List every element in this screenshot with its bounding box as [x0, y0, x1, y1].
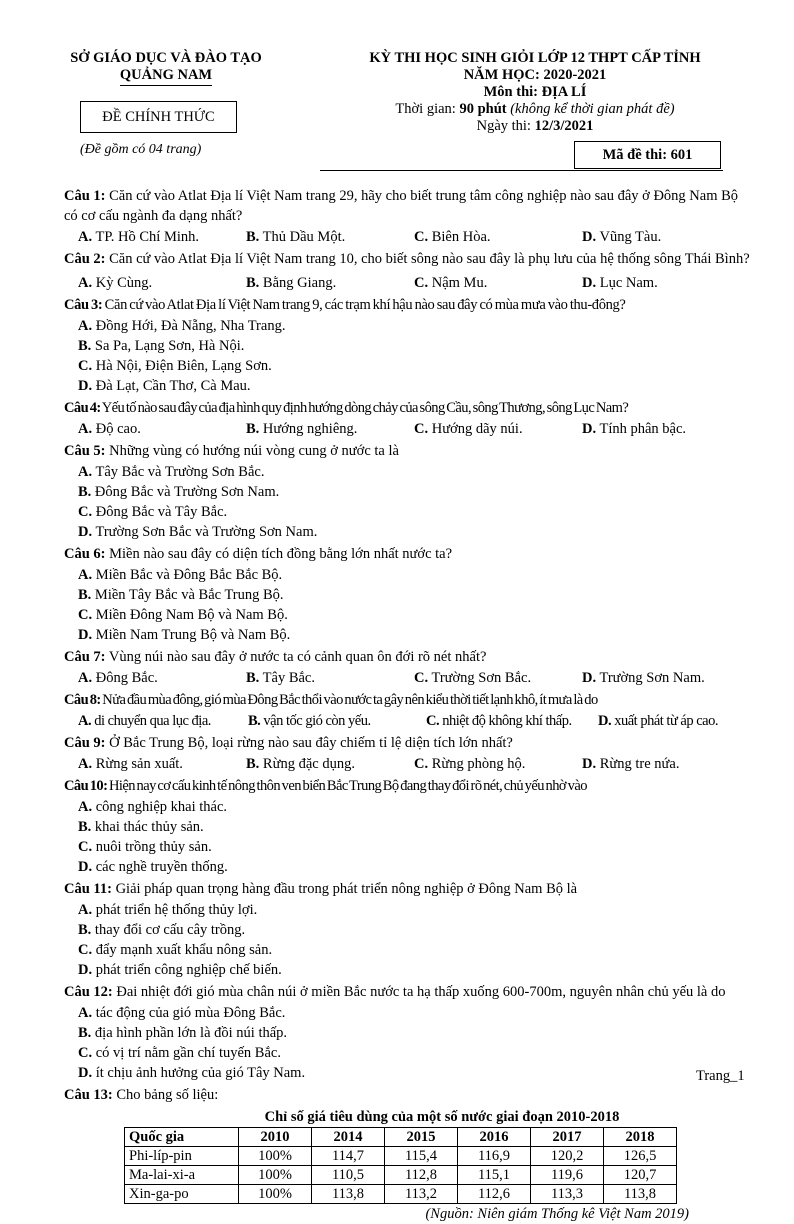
option-a: A. Đông Bắc.	[78, 670, 158, 686]
option-d: D. các nghề truyền thống.	[78, 859, 228, 875]
table-cell: 120,2	[531, 1147, 604, 1166]
option-c: C. Đông Bắc và Tây Bắc.	[78, 504, 228, 520]
table-header-cell: 2014	[312, 1128, 385, 1147]
table-cell: 100%	[239, 1166, 312, 1185]
answer-options	[78, 711, 750, 731]
option-a: A. phát triển hệ thống thủy lợi.	[78, 902, 258, 918]
option-d: D. Vũng Tàu.	[582, 229, 662, 245]
option-b: B. khai thác thủy sản.	[78, 819, 204, 835]
answer-options	[78, 565, 750, 645]
option-d: D. phát triển công nghiệp chế biến.	[78, 962, 282, 978]
question: Câu 7: Vùng núi nào sau đây ở nước ta có cảnh quan ôn đới rõ nét nhất?	[64, 649, 487, 665]
table-cell: 113,8	[312, 1185, 385, 1204]
option-a: A. Tây Bắc và Trường Sơn Bắc.	[78, 464, 265, 480]
option-a: A. công nghiệp khai thác.	[78, 799, 227, 815]
table-header-cell: 2015	[385, 1128, 458, 1147]
question: Câu 6: Miền nào sau đây có diện tích đồng bằng lớn nhất nước ta?	[64, 546, 453, 562]
question: Câu 4: Yếu tố nào sau đây của địa hình quy định hướng dòng chảy của sông Cầu, sông Thương, sông Lục Nam?	[64, 400, 629, 416]
option-d: D. Rừng tre nứa.	[582, 756, 680, 772]
table-cell: 116,9	[458, 1147, 531, 1166]
school-year: NĂM HỌC: 2020-2021	[463, 67, 607, 83]
option-c: C. Nậm Mu.	[414, 275, 488, 291]
exam-title: KỲ THI HỌC SINH GIỎI LỚP 12 THPT CẤP TỈNH	[369, 50, 701, 66]
table-header-cell: 2016	[458, 1128, 531, 1147]
table-cell: 113,8	[604, 1185, 677, 1204]
option-c: C. Hướng dãy núi.	[414, 421, 523, 437]
table-cell: 112,8	[385, 1166, 458, 1185]
question: Câu 5: Những vùng có hướng núi vòng cung ở nước ta là	[64, 443, 399, 459]
option-b: B. thay đổi cơ cấu cây trồng.	[78, 922, 246, 938]
exam-time: Thời gian: 90 phút (không kể thời gian phát đề)	[395, 101, 675, 117]
table-title: Chỉ số giá tiêu dùng của một số nước giai đoạn 2010-2018	[264, 1109, 620, 1125]
option-d: D. Đà Lạt, Cần Thơ, Cà Mau.	[78, 378, 251, 394]
department-header	[55, 50, 277, 86]
table-cell: 100%	[239, 1185, 312, 1204]
option-d: D. Trường Sơn Bắc và Trường Sơn Nam.	[78, 524, 318, 540]
option-a: A. tác động của gió mùa Đông Bắc.	[78, 1005, 286, 1021]
option-b: B. Đông Bắc và Trường Sơn Nam.	[78, 484, 280, 500]
option-b: B. Sa Pa, Lạng Sơn, Hà Nội.	[78, 338, 245, 354]
table-header-cell: 2017	[531, 1128, 604, 1147]
exam-date: Ngày thi: 12/3/2021	[476, 118, 594, 134]
option-d: D. Trường Sơn Nam.	[582, 670, 705, 686]
answer-options	[78, 462, 750, 542]
option-d: D. xuất phát từ áp cao.	[598, 713, 718, 729]
table-cell: 126,5	[604, 1147, 677, 1166]
option-c: C. Trường Sơn Bắc.	[414, 670, 532, 686]
table-cell: 113,2	[385, 1185, 458, 1204]
option-b: B. Miền Tây Bắc và Bắc Trung Bộ.	[78, 587, 284, 603]
table-row	[125, 1185, 677, 1204]
exam-code: Mã đề thi: 601	[574, 141, 721, 169]
pages-note: (Đề gồm có 04 trang)	[80, 142, 202, 157]
option-b: B. Rừng đặc dụng.	[246, 756, 355, 772]
answer-options	[78, 273, 750, 293]
table-source: (Nguồn: Niên giám Thống kê Việt Nam 2019)	[425, 1206, 689, 1222]
table-cell: Ma-lai-xi-a	[125, 1166, 239, 1185]
question: Câu 12: Đai nhiệt đới gió mùa chân núi ở miền Bắc nước ta hạ thấp xuống 600-700m, nguyên nhân chủ yếu là do	[64, 984, 726, 1000]
option-b: B. Hướng nghiêng.	[246, 421, 358, 437]
exam-header	[300, 50, 770, 135]
question: Câu 10: Hiện nay cơ cấu kinh tế nông thôn ven biển Bắc Trung Bộ đang thay đổi rõ nét, chủ yếu nhờ vào	[64, 778, 587, 794]
answer-options	[78, 419, 750, 439]
question: Câu 11: Giải pháp quan trọng hàng đầu trong phát triển nông nghiệp ở Đông Nam Bộ là	[64, 881, 578, 897]
table-cell: Phi-líp-pin	[125, 1147, 239, 1166]
data-table	[124, 1127, 677, 1204]
official-exam-box: ĐỀ CHÍNH THỨC	[80, 101, 237, 133]
option-b: B. địa hình phần lớn là đồi núi thấp.	[78, 1025, 288, 1041]
option-c: C. Biên Hòa.	[414, 229, 491, 245]
option-a: A. Độ cao.	[78, 421, 141, 437]
option-a: A. TP. Hồ Chí Minh.	[78, 229, 200, 245]
option-c: C. nuôi trồng thủy sản.	[78, 839, 212, 855]
table-cell: 113,3	[531, 1185, 604, 1204]
question: Câu 8: Nửa đầu mùa đông, gió mùa Đông Bắc thổi vào nước ta gây nên kiểu thời tiết lạnh khô, ít mưa là do	[64, 692, 598, 708]
option-a: A. Đồng Hới, Đà Nẵng, Nha Trang.	[78, 318, 286, 334]
questions-section	[64, 186, 750, 1224]
table-cell: Xin-ga-po	[125, 1185, 239, 1204]
option-c: C. có vị trí nằm gần chí tuyến Bắc.	[78, 1045, 281, 1061]
option-a: A. Kỳ Cùng.	[78, 275, 153, 291]
option-d: D. ít chịu ảnh hưởng của gió Tây Nam.	[78, 1065, 306, 1081]
question: Câu 9: Ở Bắc Trung Bộ, loại rừng nào sau đây chiếm tỉ lệ diện tích lớn nhất?	[64, 735, 513, 751]
option-c: C. Hà Nội, Điện Biên, Lạng Sơn.	[78, 358, 272, 374]
table-header-cell: 2010	[239, 1128, 312, 1147]
page-number: Trang_1	[696, 1068, 745, 1084]
table-row	[125, 1147, 677, 1166]
table-cell: 114,7	[312, 1147, 385, 1166]
option-a: A. di chuyển qua lục địa.	[78, 713, 211, 729]
answer-options	[78, 797, 750, 877]
question: Câu 13: Cho bảng số liệu:	[64, 1087, 219, 1103]
table-cell: 115,1	[458, 1166, 531, 1185]
option-d: D. Lục Nam.	[582, 275, 658, 291]
table-row	[125, 1166, 677, 1185]
option-c: C. Rừng phòng hộ.	[414, 756, 526, 772]
department-name: SỞ GIÁO DỤC VÀ ĐÀO TẠO	[70, 50, 262, 66]
option-c: C. Miền Đông Nam Bộ và Nam Bộ.	[78, 607, 288, 623]
table-cell: 100%	[239, 1147, 312, 1166]
option-b: B. Thủ Dầu Một.	[246, 229, 346, 245]
option-d: D. Tính phân bậc.	[582, 421, 687, 437]
table-cell: 115,4	[385, 1147, 458, 1166]
province-name: QUẢNG NAM	[120, 67, 212, 86]
option-a: A. Miền Bắc và Đông Bắc Bắc Bộ.	[78, 567, 283, 583]
option-d: D. Miền Nam Trung Bộ và Nam Bộ.	[78, 627, 291, 643]
table-cell: 120,7	[604, 1166, 677, 1185]
table-header-cell: 2018	[604, 1128, 677, 1147]
option-a: A. Rừng sản xuất.	[78, 756, 183, 772]
answer-options	[78, 754, 750, 774]
table-header-cell: Quốc gia	[125, 1128, 239, 1147]
answer-options	[78, 900, 750, 980]
answer-options	[78, 316, 750, 396]
option-c: C. nhiệt độ không khí thấp.	[426, 713, 572, 729]
header-divider	[320, 170, 723, 171]
question: Câu 2: Căn cứ vào Atlat Địa lí Việt Nam trang 10, cho biết sông nào sau đây là phụ lưu của hệ thống sông Thái Bình?	[64, 251, 750, 267]
table-cell: 119,6	[531, 1166, 604, 1185]
option-c: C. đẩy mạnh xuất khẩu nông sản.	[78, 942, 273, 958]
option-b: B. Tây Bắc.	[246, 670, 315, 686]
table-cell: 110,5	[312, 1166, 385, 1185]
question: Câu 3: Căn cứ vào Atlat Địa lí Việt Nam trang 9, các trạm khí hậu nào sau đây có mùa mưa vào thu-đông?	[64, 297, 626, 313]
answer-options	[78, 668, 750, 688]
subject: Môn thi: ĐỊA LÍ	[483, 84, 587, 100]
option-b: B. vận tốc gió còn yếu.	[248, 713, 371, 729]
answer-options	[78, 227, 750, 247]
answer-options	[78, 1003, 750, 1083]
table-cell: 112,6	[458, 1185, 531, 1204]
option-b: B. Bằng Giang.	[246, 275, 337, 291]
question: Câu 1: Căn cứ vào Atlat Địa lí Việt Nam trang 29, hãy cho biết trung tâm công nghiệp nào sau đây ở Đông Nam Bộ có cơ cấu ngành đa dạng nhất?	[64, 188, 739, 224]
table-header-row	[125, 1128, 677, 1147]
